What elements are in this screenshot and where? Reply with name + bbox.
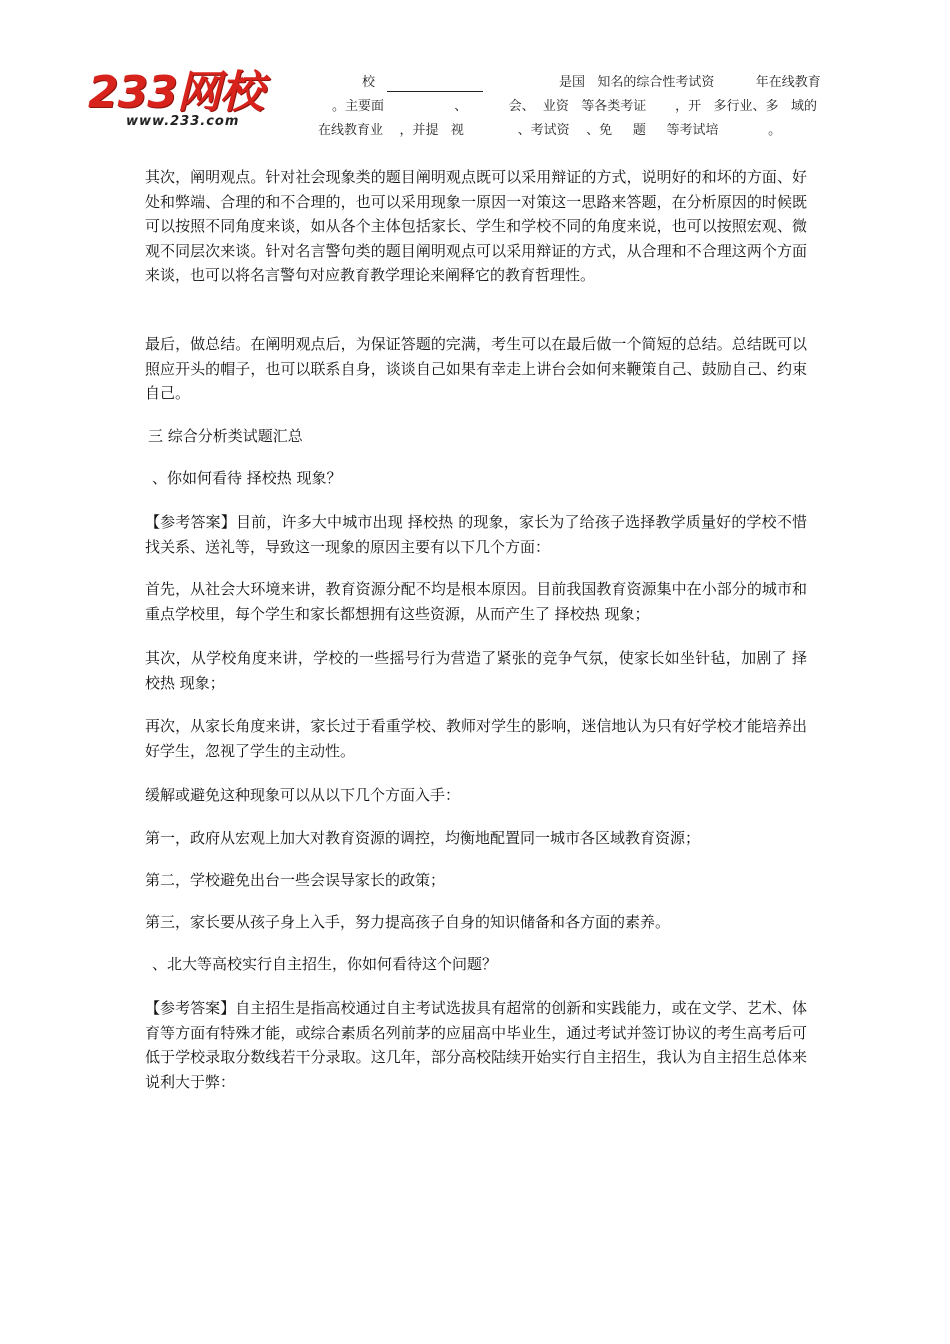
answer-2-intro: 【参考答案】自主招生是指高校通过自主考试选拔具有超常的创新和实践能力，或在文学、艺术、体育等方面有特殊才能，或综合素质名列前茅的应届高中毕业生，通过考试并签订协议的考生高考后可低于学校录取分数线若干分录取。这几年，部分高校陆续开始实行自主招生，我认为自主招生总体来说利大于弊：: [145, 999, 807, 1091]
answer-1-point-3: 再次，从家长角度来讲，家长过于看重学校、教师对学生的影响，迷信地认为只有好学校才能培养出好学生，忽视了学生的主动性。: [145, 717, 807, 760]
answer-1-remedy-2: 第二，学校避免出台一些会误导家长的政策；: [145, 871, 446, 889]
header-line1-b: 是国 知名的综合性考试资 年在线教育: [559, 75, 821, 90]
question-1: 、你如何看待 择校热 现象？: [152, 469, 342, 487]
logo-text: 233网校: [88, 67, 263, 118]
answer-1-intro: 【参考答案】目前，许多大中城市出现 择校热 的现象，家长为了给孩子选择教学质量好的学校不惜找关系、送礼等，导致这一现象的原因主要有以下几个方面：: [145, 513, 807, 556]
answer-1-remedy-3: 第三，家长要从孩子身上入手，努力提高孩子自身的知识储备和各方面的素养。: [145, 913, 671, 931]
question-2: 、北大等高校实行自主招生，你如何看待这个问题？: [152, 955, 498, 973]
answer-1-point-1: 首先，从社会大环境来讲，教育资源分配不均是根本原因。目前我国教育资源集中在小部分的城市和重点学校里，每个学生和家长都想拥有这些资源，从而产生了 择校热 现象；: [145, 580, 807, 623]
paragraph-summary: 最后，做总结。在阐明观点后，为保证答题的完满，考生可以在最后做一个简短的总结。总结既可以照应开头的帽子，也可以联系自身，谈谈自己如果有幸走上讲台会如何来鞭策自己、鼓励自己、约束自己。: [145, 335, 807, 403]
logo: [88, 67, 303, 132]
answer-1-point-2: 其次，从学校角度来讲，学校的一些摇号行为营造了紧张的竞争气氛，使家长如坐针毡，加剧了 择校热 现象；: [145, 649, 807, 692]
header-line2: 。主要面 、 会、 业资 等各类考证 ，开 多行业、多 域的: [332, 99, 817, 114]
header-line1-a: 校: [362, 75, 376, 90]
logo-url: www.233.com: [126, 114, 240, 129]
header-underline: [387, 91, 483, 92]
header-line3: 在线教育业 ，并提 视 、考试资 、免 题 等考试培 。: [318, 123, 782, 138]
paragraph-explain-view: 其次，阐明观点。针对社会现象类的题目阐明观点既可以采用辩证的方式，说明好的和坏的方面、好处和弊端、合理的和不合理的，也可以采用现象一原因一对策这一思路来答题，在分析原因的时候既可以按照不同角度来谈，如从各个主体包括家长、学生和学校不同的角度来说，也可以按照宏观、微观不同层次来谈。针对名言警句类的题目阐明观点可以采用辩证的方式，从合理和不合理这两个方面来谈，也可以将名言警句对应教育教学理论来阐释它的教育哲理性。: [145, 168, 807, 285]
section-heading: 三 综合分析类试题汇总: [148, 427, 303, 445]
answer-1-remedy-1: 第一，政府从宏观上加大对教育资源的调控，均衡地配置同一城市各区域教育资源；: [145, 829, 701, 847]
answer-1-remedy-intro: 缓解或避免这种现象可以从以下几个方面入手：: [145, 786, 461, 804]
